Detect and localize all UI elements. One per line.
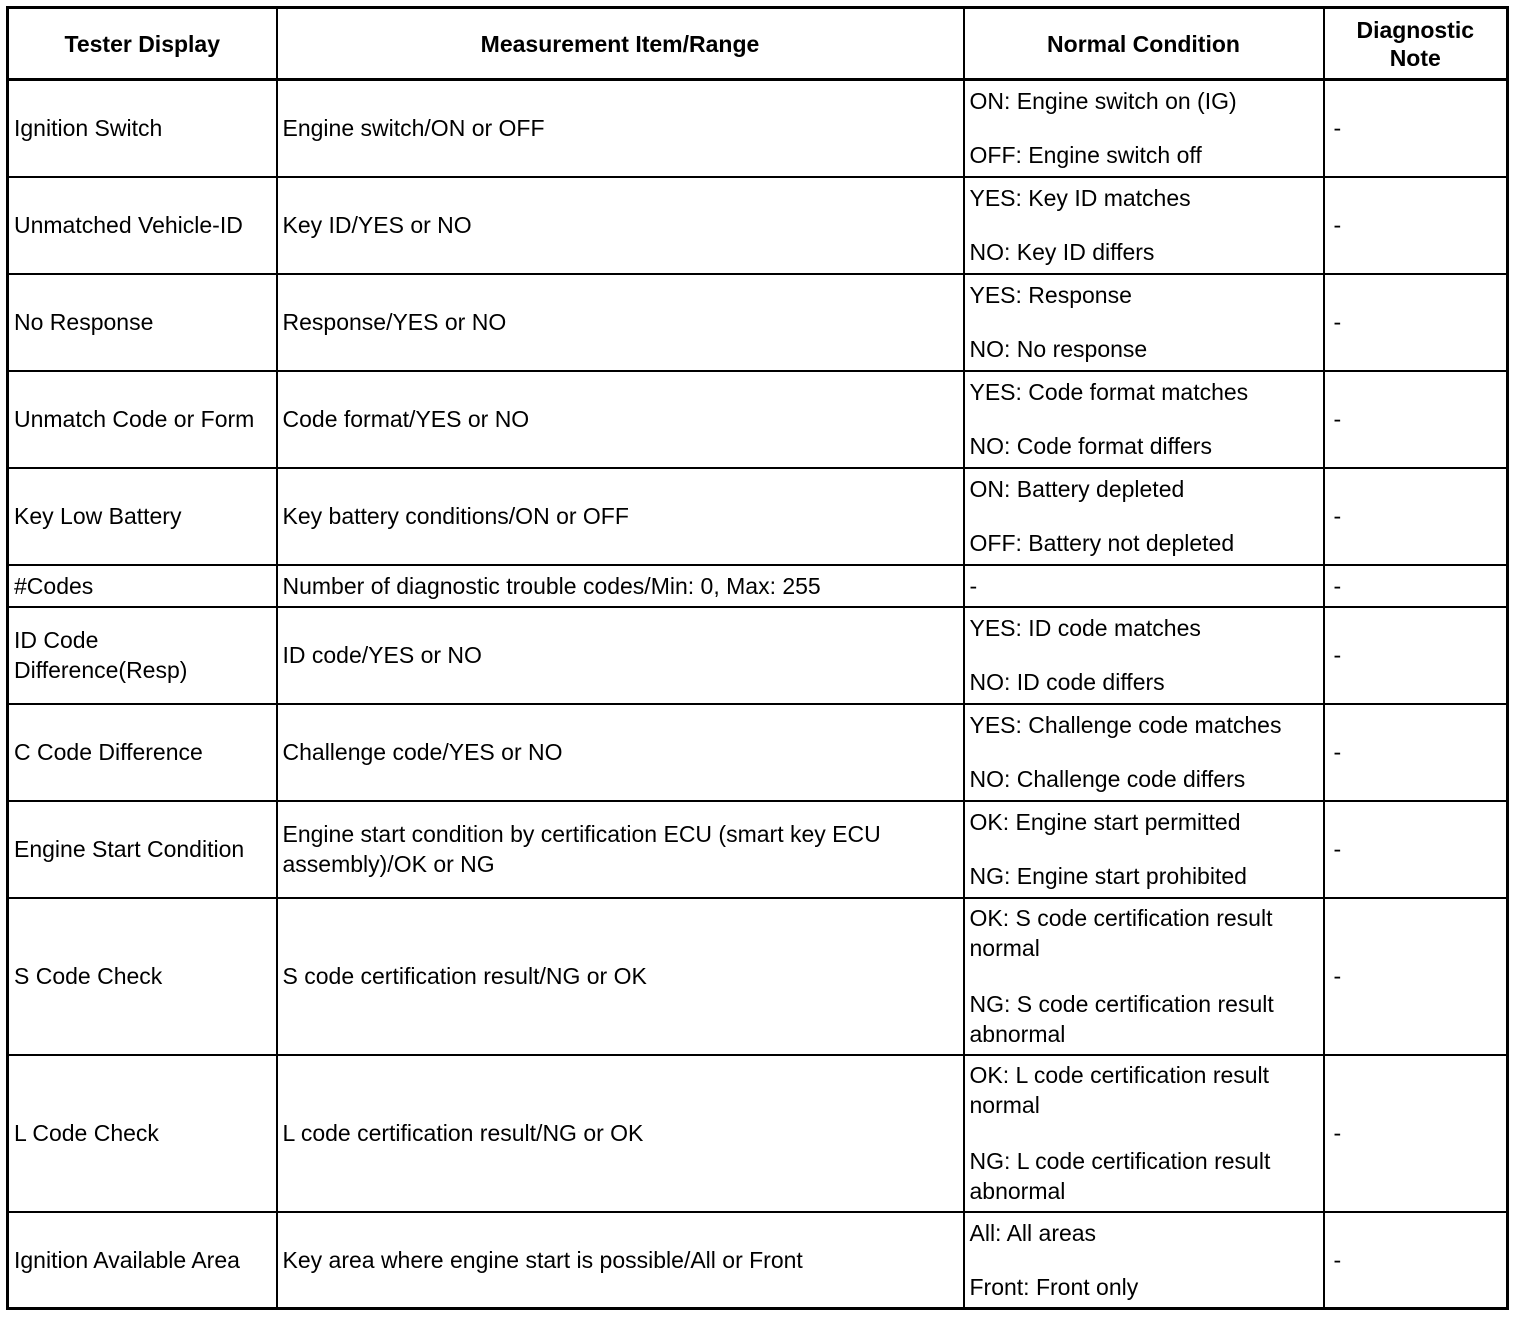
measurement-cell: Number of diagnostic trouble codes/Min: 0, Max: 255 bbox=[277, 565, 964, 607]
tester-display-cell: Ignition Available Area bbox=[8, 1212, 277, 1309]
normal-condition-cell bbox=[964, 468, 1324, 565]
diagnostic-note-cell: - bbox=[1324, 898, 1508, 1055]
normal-condition-cell: - bbox=[964, 565, 1324, 607]
normal-condition-line: OK: L code certification result normal bbox=[969, 1062, 1270, 1118]
normal-condition-line: NG: L code certification result abnormal bbox=[969, 1148, 1271, 1204]
diagnostic-note-cell: - bbox=[1324, 607, 1508, 704]
header-row bbox=[8, 8, 1508, 80]
table-row bbox=[8, 177, 1508, 274]
normal-condition-line: OFF: Engine switch off bbox=[969, 142, 1202, 169]
tester-display-cell: S Code Check bbox=[8, 898, 277, 1055]
normal-condition-line: YES: Key ID matches bbox=[969, 185, 1191, 211]
tester-display-cell: ID Code Difference(Resp) bbox=[8, 607, 277, 704]
table-row bbox=[8, 80, 1508, 177]
tester-display-cell: Ignition Switch bbox=[8, 80, 277, 177]
normal-condition-line: ON: Engine switch on (IG) bbox=[969, 88, 1237, 115]
tester-display-cell: Unmatched Vehicle-ID bbox=[8, 177, 277, 274]
diagnostic-note-cell: - bbox=[1324, 371, 1508, 468]
header-tester-display: Tester Display bbox=[8, 8, 277, 80]
normal-condition-line: ON: Battery depleted bbox=[969, 476, 1185, 502]
diagnostic-note-cell: - bbox=[1324, 801, 1508, 898]
normal-condition-line: NO: Code format differs bbox=[969, 433, 1212, 459]
tester-display-cell: Unmatch Code or Form bbox=[8, 371, 277, 468]
table-row bbox=[8, 468, 1508, 565]
diagnostic-note-cell: - bbox=[1324, 80, 1508, 177]
diagnostic-note-cell: - bbox=[1324, 468, 1508, 565]
normal-condition-line: YES: Code format matches bbox=[969, 379, 1249, 405]
normal-condition-cell bbox=[964, 704, 1324, 801]
measurement-cell: Code format/YES or NO bbox=[277, 371, 964, 468]
table-row bbox=[8, 371, 1508, 468]
normal-condition-line: NO: ID code differs bbox=[969, 669, 1165, 695]
measurement-cell: Key area where engine start is possible/All or Front bbox=[277, 1212, 964, 1309]
measurement-cell: Key battery conditions/ON or OFF bbox=[277, 468, 964, 565]
table-row bbox=[8, 274, 1508, 371]
tester-display-cell: No Response bbox=[8, 274, 277, 371]
table-row bbox=[8, 607, 1508, 704]
normal-condition-cell bbox=[964, 80, 1324, 177]
normal-condition-line: All: All areas bbox=[969, 1219, 1097, 1246]
tester-display-cell: Engine Start Condition bbox=[8, 801, 277, 898]
header-normal-condition: Normal Condition bbox=[964, 8, 1324, 80]
diagnostic-note-cell: - bbox=[1324, 274, 1508, 371]
normal-condition-line: OK: S code certification result normal bbox=[969, 905, 1273, 961]
normal-condition-cell bbox=[964, 801, 1324, 898]
normal-condition-line: OK: Engine start permitted bbox=[969, 809, 1241, 835]
diagnostic-note-cell: - bbox=[1324, 1212, 1508, 1309]
normal-condition-cell bbox=[964, 1055, 1324, 1212]
table-row bbox=[8, 565, 1508, 607]
normal-condition-cell bbox=[964, 607, 1324, 704]
table-row bbox=[8, 1212, 1508, 1309]
table-body bbox=[8, 80, 1508, 1309]
table-header bbox=[8, 8, 1508, 80]
normal-condition-line: NG: Engine start prohibited bbox=[969, 863, 1247, 889]
normal-condition-cell bbox=[964, 371, 1324, 468]
tester-display-cell: C Code Difference bbox=[8, 704, 277, 801]
normal-condition-line: YES: Challenge code matches bbox=[969, 712, 1282, 738]
diagnostic-note-cell: - bbox=[1324, 704, 1508, 801]
diagnostic-note-cell: - bbox=[1324, 565, 1508, 607]
normal-condition-line: Front: Front only bbox=[969, 1273, 1139, 1300]
normal-condition-cell bbox=[964, 1212, 1324, 1309]
measurement-cell: L code certification result/NG or OK bbox=[277, 1055, 964, 1212]
measurement-cell: Engine switch/ON or OFF bbox=[277, 80, 964, 177]
normal-condition-line: NO: Key ID differs bbox=[969, 239, 1155, 265]
normal-condition-line: YES: ID code matches bbox=[969, 615, 1201, 641]
table-row bbox=[8, 898, 1508, 1055]
measurement-cell: ID code/YES or NO bbox=[277, 607, 964, 704]
tester-display-cell: L Code Check bbox=[8, 1055, 277, 1212]
normal-condition-line: NO: No response bbox=[969, 336, 1148, 362]
normal-condition-line: YES: Response bbox=[969, 282, 1132, 308]
normal-condition-line: NO: Challenge code differs bbox=[969, 766, 1246, 792]
diagnostic-note-cell: - bbox=[1324, 1055, 1508, 1212]
header-measurement-item: Measurement Item/Range bbox=[277, 8, 964, 80]
measurement-cell: Engine start condition by certification ECU (smart key ECU assembly)/OK or NG bbox=[277, 801, 964, 898]
measurement-cell: S code certification result/NG or OK bbox=[277, 898, 964, 1055]
measurement-cell: Response/YES or NO bbox=[277, 274, 964, 371]
tester-display-cell: #Codes bbox=[8, 565, 277, 607]
tester-display-cell: Key Low Battery bbox=[8, 468, 277, 565]
normal-condition-cell bbox=[964, 898, 1324, 1055]
normal-condition-cell bbox=[964, 274, 1324, 371]
table-row bbox=[8, 801, 1508, 898]
normal-condition-line: OFF: Battery not depleted bbox=[969, 530, 1235, 556]
table-row bbox=[8, 1055, 1508, 1212]
normal-condition-cell bbox=[964, 177, 1324, 274]
data-list-table bbox=[6, 6, 1509, 1310]
measurement-cell: Key ID/YES or NO bbox=[277, 177, 964, 274]
table-row bbox=[8, 704, 1508, 801]
diagnostic-note-cell: - bbox=[1324, 177, 1508, 274]
measurement-cell: Challenge code/YES or NO bbox=[277, 704, 964, 801]
header-diagnostic-note: Diagnostic Note bbox=[1324, 8, 1508, 80]
normal-condition-line: NG: S code certification result abnormal bbox=[969, 991, 1274, 1047]
